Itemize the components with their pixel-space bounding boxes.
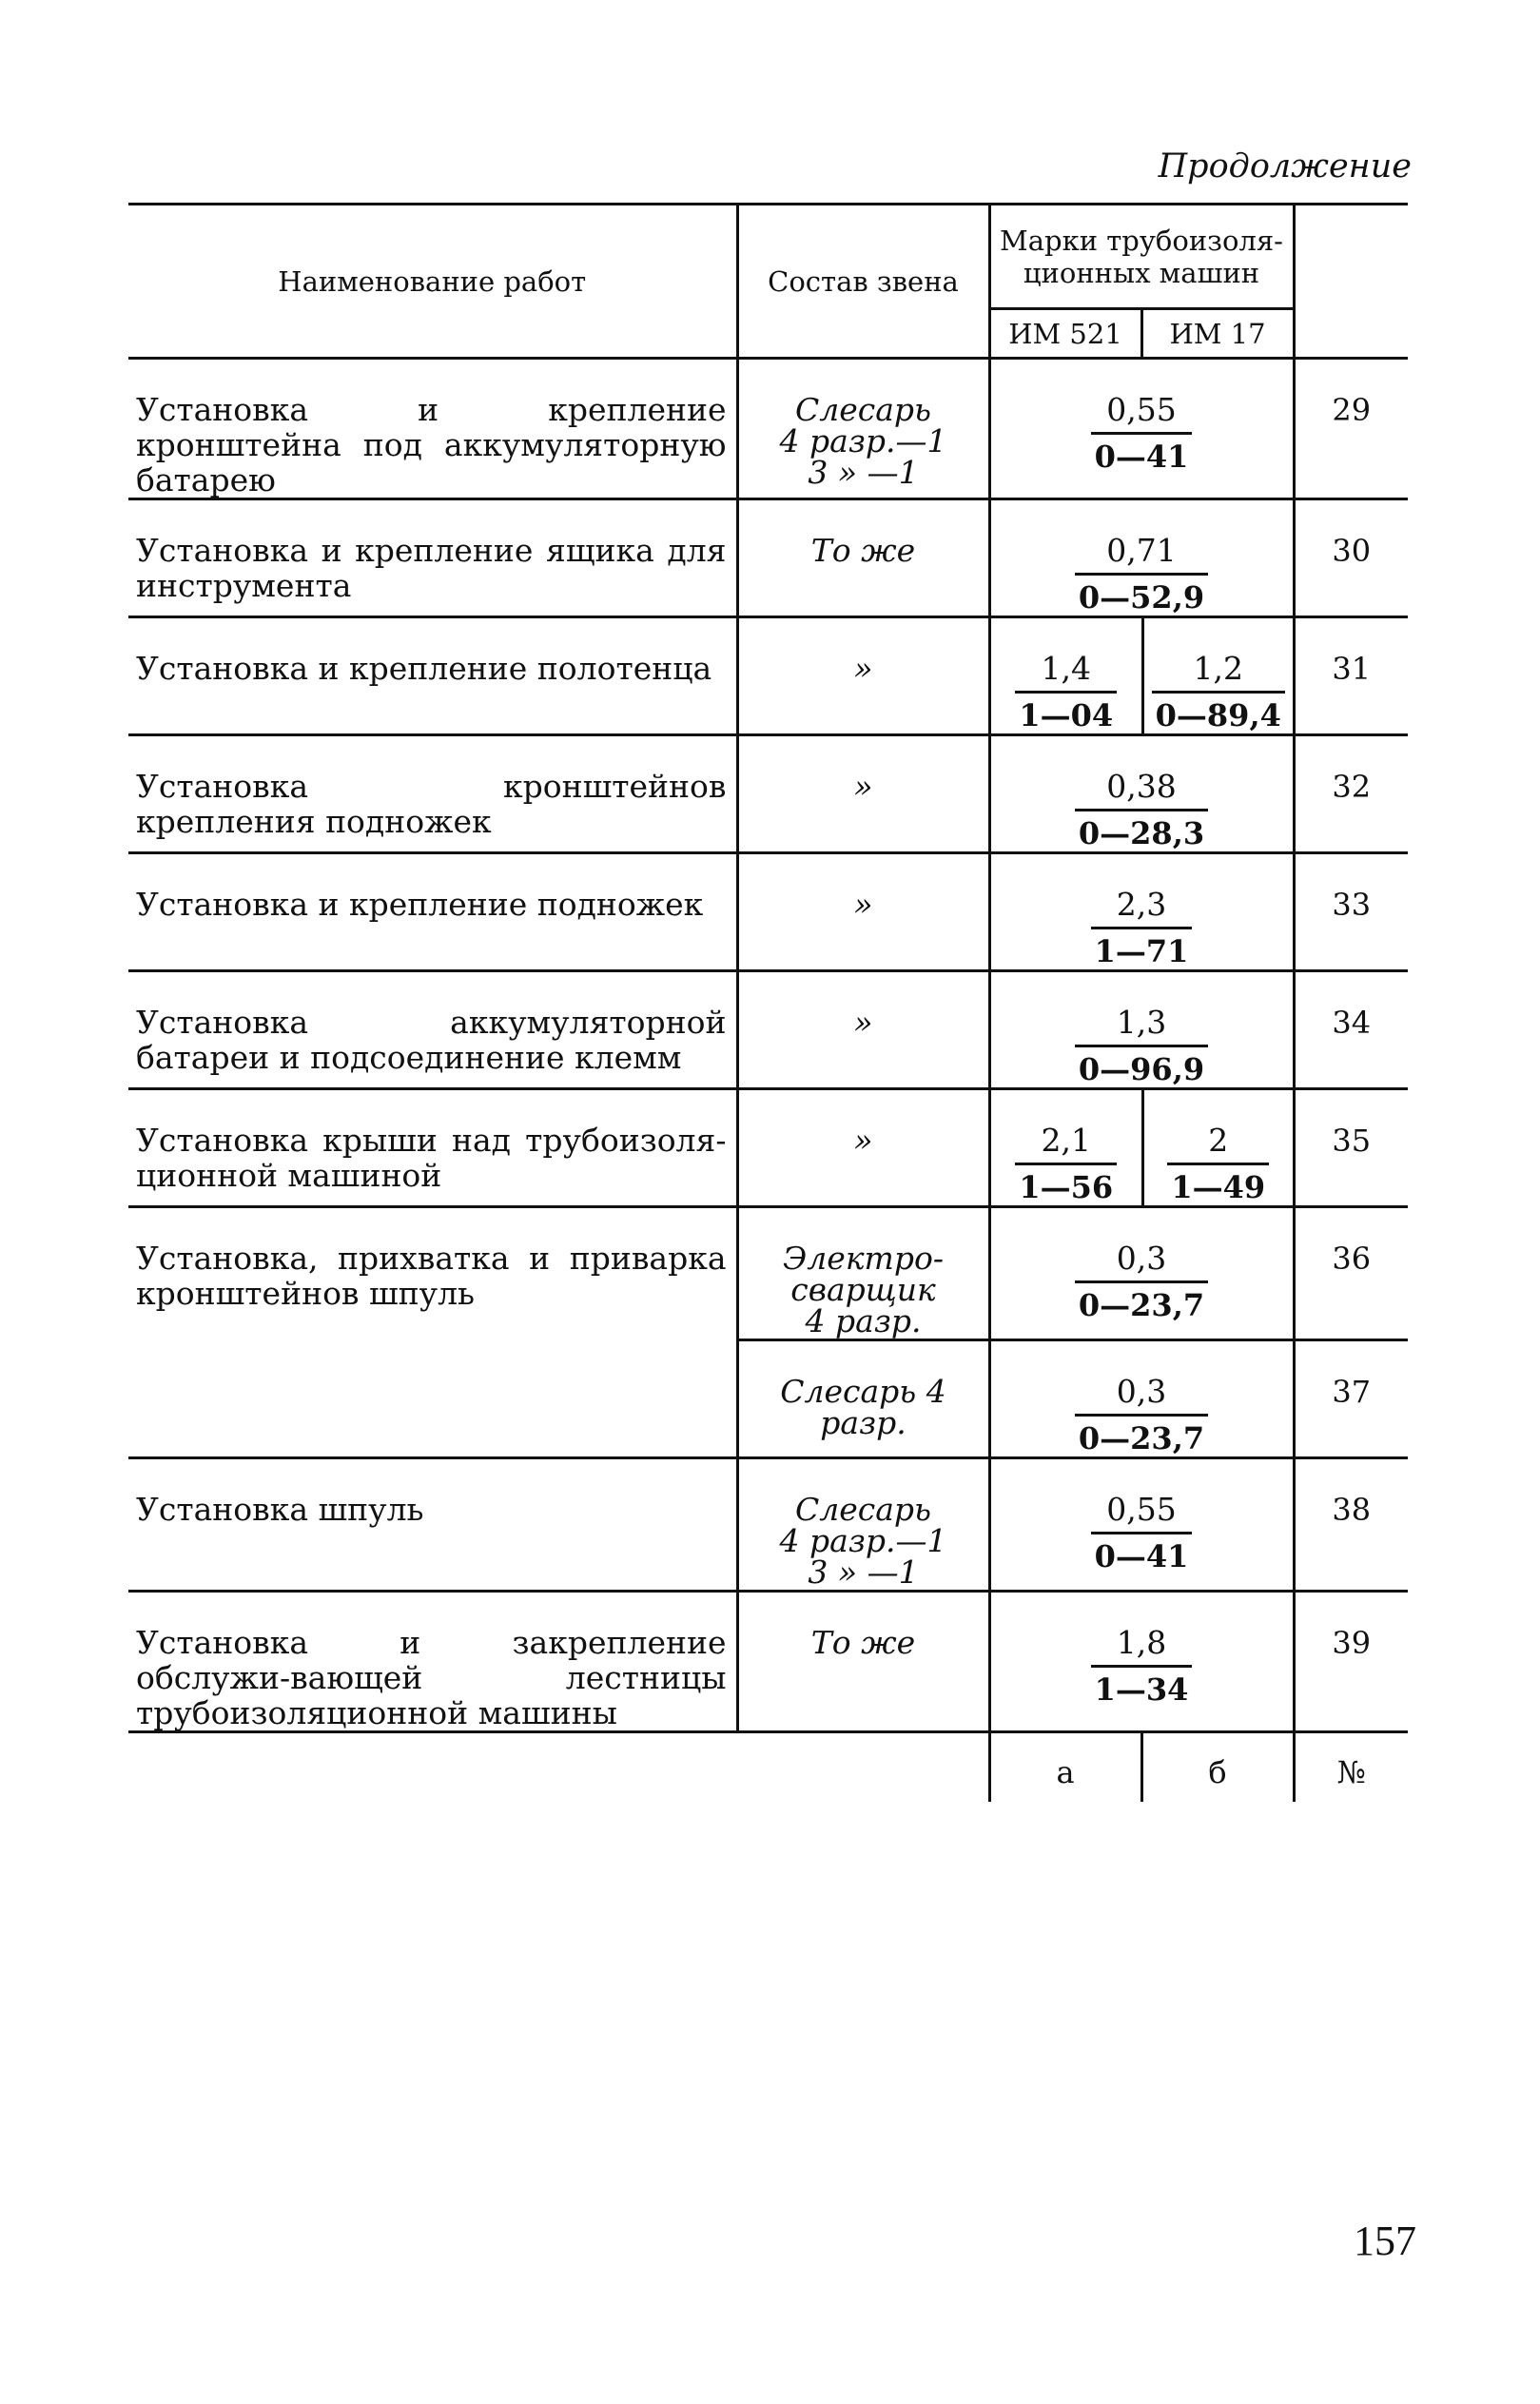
crew-cell [737, 1592, 989, 1732]
crew-line: Слесарь [794, 391, 932, 428]
norm-values-cell [989, 1458, 1294, 1592]
table-row [128, 1207, 1408, 1340]
crew-cell [737, 1340, 989, 1458]
norm-fraction [1075, 1241, 1208, 1323]
rate: 0—23,7 [1078, 1420, 1205, 1456]
crew-line: 4 разр.—1 [779, 422, 947, 459]
table-row [128, 617, 1408, 735]
time-norm: 0,71 [1075, 533, 1208, 576]
norm-fraction [1015, 651, 1117, 733]
row-number: 37 [1294, 1340, 1408, 1458]
crew-cell [737, 735, 989, 853]
work-name-cell: Установка аккумуляторной батареи и подсоединение клемм [128, 971, 737, 1089]
norm-fraction [1075, 533, 1208, 616]
time-norm: 0,55 [1091, 1492, 1193, 1534]
norm-values-cell [989, 971, 1294, 1089]
row-number: 38 [1294, 1458, 1408, 1592]
header-im521: ИМ 521 [989, 309, 1141, 359]
norm-values-cell [989, 735, 1294, 853]
work-name-cell: Установка крыши над трубоизоля-ционной машиной [128, 1089, 737, 1207]
header-number [1294, 205, 1408, 359]
crew-cell [737, 853, 989, 971]
norm-fraction [1015, 1123, 1117, 1205]
row-number: 30 [1294, 499, 1408, 617]
norm-fraction [1091, 887, 1193, 969]
norm-values-cell [989, 359, 1294, 499]
work-name-cell: Установка и крепление полотенца [128, 617, 737, 735]
crew-line: 3 » —1 [808, 454, 919, 491]
crew-line: То же [810, 1624, 916, 1661]
norm-fraction [1075, 769, 1208, 851]
rate: 1—04 [1019, 697, 1114, 733]
norm-values-cell [989, 1207, 1294, 1340]
time-norm: 1,2 [1152, 651, 1285, 694]
crew-line: » [853, 768, 873, 805]
row-number: 31 [1294, 617, 1408, 735]
work-name-cell: Установка, прихватка и приварка кронштейнов шпуль [128, 1207, 737, 1458]
norm-values-cell [989, 1592, 1294, 1732]
time-norm: 0,38 [1075, 769, 1208, 811]
rate: 1—71 [1094, 933, 1189, 969]
rate: 1—56 [1019, 1169, 1114, 1205]
table-row [128, 971, 1408, 1089]
table-row [128, 1089, 1408, 1207]
crew-line: То же [810, 532, 916, 569]
header-im17: ИМ 17 [1141, 309, 1294, 359]
crew-line: 4 разр. [805, 1302, 922, 1339]
crew-line: Слесарь 4 разр. [780, 1373, 946, 1441]
time-norm: 2,3 [1091, 887, 1193, 929]
work-name-cell: Установка кронштейнов крепления подножек [128, 735, 737, 853]
row-number: 33 [1294, 853, 1408, 971]
row-number: 36 [1294, 1207, 1408, 1340]
header-machines: Марки трубоизоля-ционных машин [989, 205, 1294, 309]
norm-fraction [1091, 1625, 1193, 1708]
table-row [128, 359, 1408, 499]
footer-col-number: № [1294, 1732, 1408, 1803]
header-work: Наименование работ [128, 205, 737, 359]
header-crew: Состав звена [737, 205, 989, 359]
crew-cell [737, 359, 989, 499]
work-name-cell: Установка и закрепление обслужи-вающей лестницы трубоизоляционной машины [128, 1592, 737, 1732]
rate: 0—28,3 [1078, 815, 1205, 851]
rate: 0—23,7 [1078, 1287, 1205, 1323]
crew-line: Электро- [783, 1240, 944, 1277]
rate: 0—41 [1094, 1538, 1189, 1574]
time-norm: 2,1 [1015, 1123, 1117, 1165]
time-norm: 0,3 [1075, 1241, 1208, 1283]
crew-cell [737, 1207, 989, 1340]
crew-line: » [853, 1004, 873, 1041]
crew-cell [737, 1458, 989, 1592]
crew-line: сварщик [790, 1271, 936, 1308]
crew-line: 3 » —1 [808, 1554, 919, 1591]
table-row [128, 853, 1408, 971]
crew-cell [737, 617, 989, 735]
norm-fraction [1152, 651, 1285, 733]
row-number: 32 [1294, 735, 1408, 853]
work-name-cell: Установка и крепление кронштейна под аккумуляторную батарею [128, 359, 737, 499]
rate: 0—41 [1094, 439, 1189, 475]
time-norm: 1,8 [1091, 1625, 1193, 1668]
norm-values-cell [989, 853, 1294, 971]
rate: 0—89,4 [1155, 697, 1281, 733]
norm-values-cell [989, 499, 1294, 617]
crew-cell [737, 1089, 989, 1207]
crew-cell [737, 971, 989, 1089]
work-name-cell: Установка шпуль [128, 1458, 737, 1592]
row-number: 29 [1294, 359, 1408, 499]
norm-fraction [1091, 1492, 1193, 1574]
rate: 1—49 [1171, 1169, 1266, 1205]
row-number: 39 [1294, 1592, 1408, 1732]
crew-line: » [853, 650, 873, 687]
norm-fraction [1075, 1374, 1208, 1456]
norm-values-cell [989, 617, 1294, 735]
footer-col-a: а [989, 1732, 1141, 1803]
rate: 1—34 [1094, 1671, 1189, 1708]
work-name-cell: Установка и крепление ящика для инструмента [128, 499, 737, 617]
rate: 0—52,9 [1078, 579, 1205, 616]
crew-line: » [853, 886, 873, 923]
time-norm: 2 [1167, 1123, 1269, 1165]
crew-cell [737, 499, 989, 617]
norm-fraction [1167, 1123, 1269, 1205]
row-number: 35 [1294, 1089, 1408, 1207]
norm-fraction [1091, 392, 1193, 475]
crew-line: » [853, 1122, 873, 1159]
crew-line: 4 разр.—1 [779, 1522, 947, 1559]
table-row [128, 1458, 1408, 1592]
work-name-cell: Установка и крепление подножек [128, 853, 737, 971]
norm-fraction [1075, 1005, 1208, 1087]
table-row [128, 1592, 1408, 1732]
page-number: 157 [1354, 2218, 1416, 2264]
table-row [128, 499, 1408, 617]
norms-table [128, 203, 1408, 1802]
time-norm: 0,3 [1075, 1374, 1208, 1417]
time-norm: 1,3 [1075, 1005, 1208, 1047]
crew-line: Слесарь [794, 1491, 932, 1528]
time-norm: 1,4 [1015, 651, 1117, 694]
row-number: 34 [1294, 971, 1408, 1089]
norm-values-cell [989, 1340, 1294, 1458]
continuation-label: Продолжение [1158, 147, 1412, 186]
rate: 0—96,9 [1078, 1051, 1205, 1087]
time-norm: 0,55 [1091, 392, 1193, 435]
footer-col-b: б [1141, 1732, 1294, 1803]
table-row [128, 735, 1408, 853]
norm-values-cell [989, 1089, 1294, 1207]
